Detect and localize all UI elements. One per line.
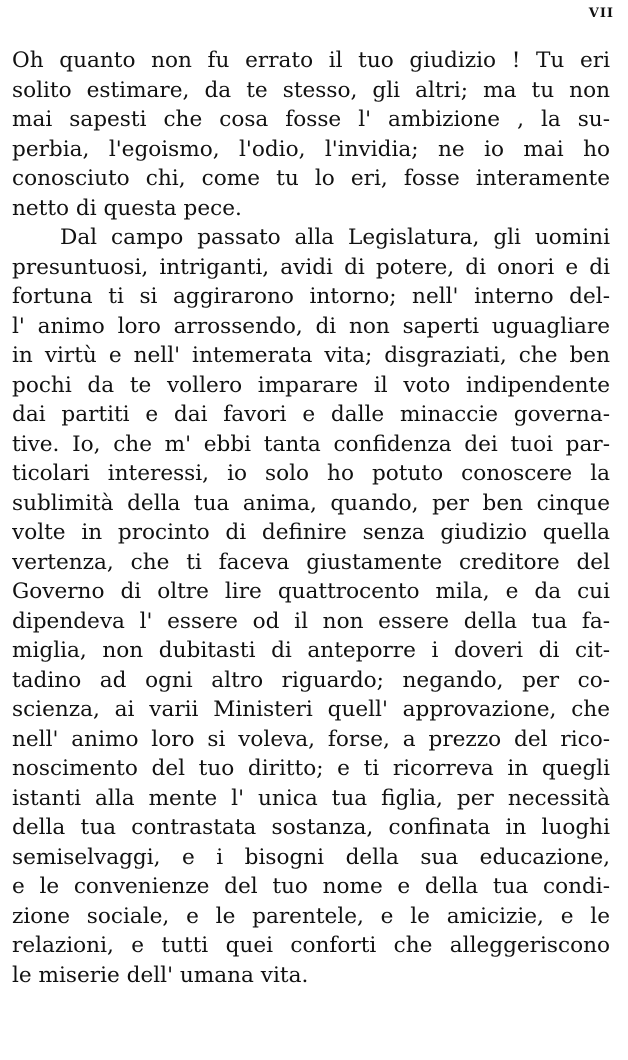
- text-line: nell' animo loro si voleva, forse, a prezzo del rico-: [12, 726, 610, 752]
- page-number: VII: [588, 6, 614, 21]
- text-line: zione sociale, e le parentele, e le amicizie, e le: [12, 903, 610, 929]
- text-line: tadino ad ogni altro riguardo; negando, per co-: [12, 667, 610, 693]
- text-line: dai partiti e dai favori e dalle minaccie governa-: [12, 402, 610, 427]
- text-line: l' animo loro arrossendo, di non saperti uguagliare: [12, 313, 610, 339]
- text-line: sublimità della tua anima, quando, per ben cinque: [12, 490, 610, 516]
- text-line: perbia, l'egoismo, l'odio, l'invidia; ne io mai ho: [12, 136, 610, 162]
- text-line: scienza, ai varii Ministeri quell' approvazione, che: [12, 697, 610, 722]
- text-line: volte in procinto di definire senza giudizio quella: [12, 520, 610, 545]
- text-line: solito estimare, da te stesso, gli altri; ma tu non: [12, 77, 610, 103]
- text-line: le miserie dell' umana vita.: [12, 962, 309, 988]
- text-line: istanti alla mente l' unica tua figlia, per necessità: [12, 785, 610, 811]
- text-line: relazioni, e tutti quei conforti che alleggeriscono: [12, 933, 610, 958]
- text-line: vertenza, che ti faceva giustamente creditore del: [12, 549, 610, 575]
- body-text: [12, 46, 610, 990]
- text-line: semiselvaggi, e i bisogni della sua educazione,: [12, 844, 610, 870]
- paragraph-2: [12, 223, 610, 990]
- text-line: netto di questa pece.: [12, 195, 242, 221]
- text-line: della tua contrastata sostanza, confinata in luoghi: [12, 815, 610, 840]
- text-line: miglia, non dubitasti di anteporre i doveri di cit-: [12, 638, 610, 663]
- text-line: tive. Io, che m' ebbi tanta confidenza dei tuoi par-: [12, 431, 610, 457]
- text-line: mai sapesti che cosa fosse l' ambizione , la su-: [12, 107, 610, 132]
- text-line: Dal campo passato alla Legislatura, gli uomini: [60, 225, 610, 250]
- text-line: fortuna ti si aggirarono intorno; nell' interno del-: [12, 284, 610, 309]
- text-line: pochi da te vollero imparare il voto indipendente: [12, 372, 610, 398]
- text-line: in virtù e nell' intemerata vita; disgraziati, che ben: [12, 343, 610, 368]
- text-line: noscimento del tuo diritto; e ti ricorreva in quegli: [12, 756, 610, 781]
- text-line: e le convenienze del tuo nome e della tua condi-: [12, 874, 610, 899]
- text-line: Governo di oltre lire quattrocento mila, e da cui: [12, 579, 610, 604]
- text-line: conosciuto chi, come tu lo eri, fosse interamente: [12, 166, 610, 191]
- paragraph-1: [12, 46, 610, 223]
- text-line: dipendeva l' essere od il non essere della tua fa-: [12, 608, 610, 634]
- text-line: ticolari interessi, io solo ho potuto conoscere la: [12, 461, 610, 486]
- text-line: Oh quanto non fu errato il tuo giudizio ! Tu eri: [12, 48, 610, 73]
- text-line: presuntuosi, intriganti, avidi di potere, di onori e di: [12, 254, 610, 280]
